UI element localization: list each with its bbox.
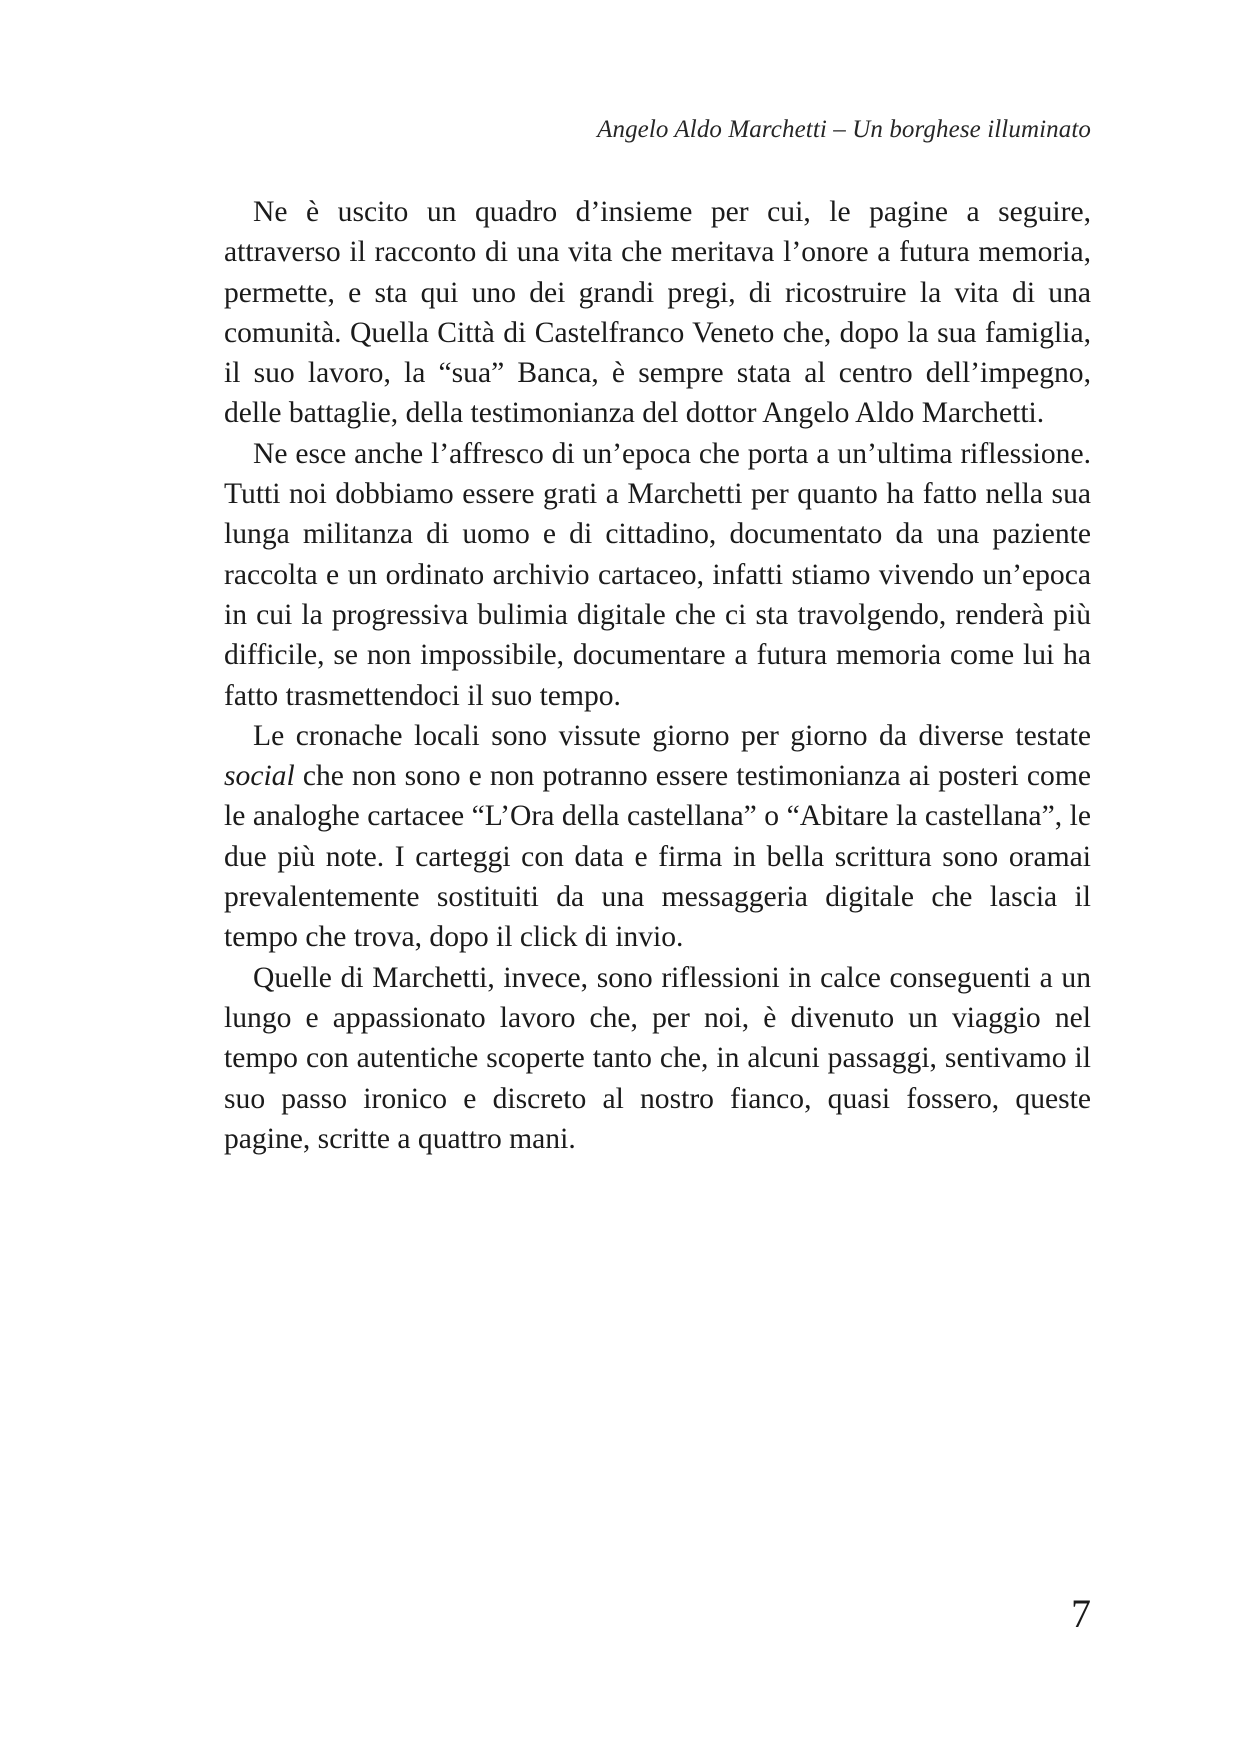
paragraph: Quelle di Marchetti, invece, sono riflessioni in calce conseguenti a un lungo e appassionato lavoro che, per noi, è divenuto un viaggio nel tempo con autentiche scoperte tanto che, in alcuni passaggi, sentivamo il suo passo ironico e discreto al nostro fianco, quasi fossero, queste pagine, scritte a quattro mani. [224,961,1091,1155]
body-text [224,192,1091,1159]
emphasized-word: social [224,760,295,793]
paragraph-text: che non sono e non potranno essere testimonianza ai posteri come le analoghe cartacee “L’Ora della castellana” o “Abitare la castellana”, le due più note. I carteggi con data e firma in bella scrittura sono oramai prevalentemente sostituiti da una messaggeria digitale che lascia il tempo che trova, dopo il click di invio. [224,760,1091,954]
paragraph-text: Le cronache locali sono vissute giorno per giorno da diverse testate [253,719,1091,752]
paragraph-text: Ne esce anche l’affresco di un’epoca che porta a un’ultima riflessione. Tutti noi dobbiamo essere grati a Marchetti per quanto ha fatto nella sua lunga militanza di uomo e di cittadino, documentato da una paziente raccolta e un ordinato archivio cartaceo, infatti stiamo vivendo un’epoca in cui la progressiva bulimia digitale che ci sta travolgendo, renderà più difficile, se non impossibile, documentare a futura memoria come lui ha fatto trasmettendoci il suo tempo. [224,437,1091,712]
paragraph: Ne è uscito un quadro d’insieme per cui, le pagine a seguire, attraverso il racconto di una vita che meritava l’onore a futura memoria, permette, e sta qui uno dei grandi pregi, di ricostruire la vita di una comunità. Quella Città di Castelfranco Veneto che, dopo la sua famiglia, il suo lavoro, la “sua” Banca, è sempre stata al centro dell’impegno, delle battaglie, della testimonianza del dottor Angelo Aldo Marchetti. [224,196,1091,430]
running-header: Angelo Aldo Marchetti – Un borghese illuminato [597,116,1091,143]
paragraph [224,716,1091,958]
paragraph [224,434,1091,716]
page-number: 7 [1071,1591,1091,1636]
